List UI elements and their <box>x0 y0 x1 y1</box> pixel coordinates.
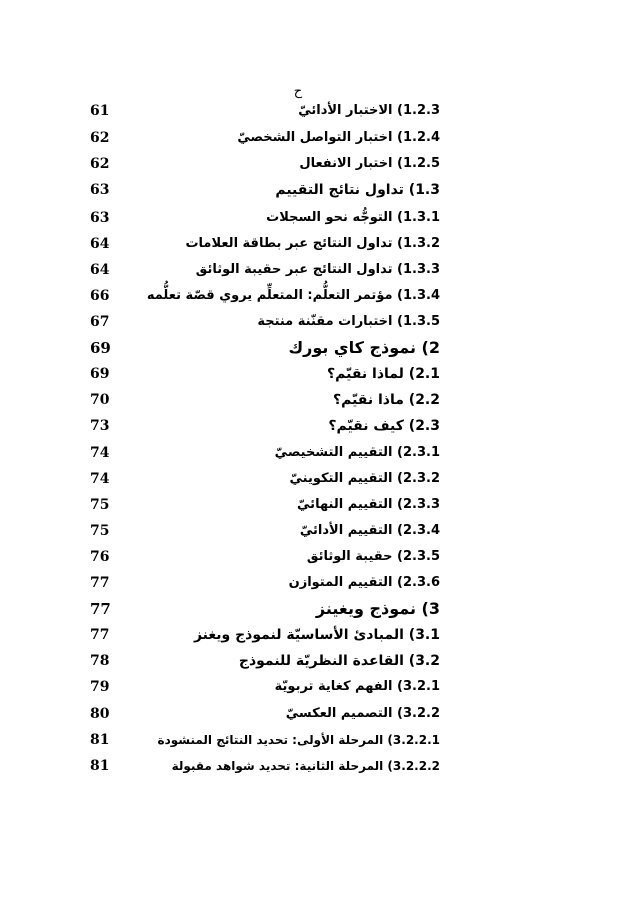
toc-entry-title: 2.3.2) التقييم التكوينيّ <box>289 471 440 486</box>
toc-entry <box>80 703 518 725</box>
toc-entry-title: 1.2.5) اختبار الانفعال <box>299 156 440 171</box>
toc-entry <box>80 546 518 568</box>
toc-page-number: 73 <box>90 418 110 434</box>
toc-page-number: 75 <box>90 523 110 539</box>
toc-entry <box>80 572 518 594</box>
toc-page-number: 62 <box>90 156 110 172</box>
toc-entry <box>80 311 518 333</box>
toc-entry-title: 1.2.4) اختبار التواصل الشخصيّ <box>237 130 440 145</box>
toc-entry <box>80 233 518 255</box>
toc-page-number: 61 <box>90 103 110 119</box>
toc-entry <box>80 755 518 777</box>
toc-entry-title: 2.3.5) حقيبة الوثائق <box>306 549 440 564</box>
toc-entry-title: 3) نموذج ويغينز <box>315 599 440 618</box>
toc-entry-title: 1.2.3) الاختبار الأدائيّ <box>298 103 440 118</box>
toc-entry-title: 3.2.2.2) المرحلة الثانية: تحديد شواهد مقبولة <box>171 759 440 773</box>
toc-page-number: 75 <box>90 497 110 513</box>
toc-entry <box>80 624 518 646</box>
toc-entry <box>80 207 518 229</box>
toc-entry-title: 2.3.4) التقييم الأدائيّ <box>299 523 440 538</box>
toc-entry-title: 2.1) لماذا نقيّم؟ <box>327 366 440 382</box>
toc-page-number: 77 <box>90 600 111 618</box>
toc-entry <box>80 363 518 385</box>
toc-page-number: 63 <box>90 210 110 226</box>
toc-entry <box>80 598 518 620</box>
toc-entry <box>80 520 518 542</box>
toc-page-number: 67 <box>90 314 110 330</box>
toc-entry <box>80 389 518 411</box>
toc-entry-title: 1.3.5) اختبارات مقنّنة منتجة <box>257 314 440 329</box>
toc-page-number: 63 <box>90 182 110 198</box>
page-letter: ح <box>293 84 303 99</box>
toc-entry-title: 1.3) تداول نتائج التقييم <box>275 182 440 198</box>
toc-page-number: 62 <box>90 130 110 146</box>
toc-page-number: 77 <box>90 627 110 643</box>
toc-page-number: 69 <box>90 366 110 382</box>
toc-entry-title: 2) نموذج كاي بورك <box>288 338 440 357</box>
toc-entry-title: 2.3.1) التقييم التشخيصيّ <box>274 445 440 460</box>
toc-entry <box>80 100 518 122</box>
toc-entry <box>80 285 518 307</box>
toc-page-number: 69 <box>90 339 111 357</box>
toc-page-number: 76 <box>90 549 110 565</box>
toc-page-number: 81 <box>90 758 110 774</box>
toc-entry <box>80 259 518 281</box>
toc-page-number: 70 <box>90 392 110 408</box>
toc-entry-title: 1.3.4) مؤتمر التعلُّم: المتعلِّم يروي قصّة تعلُّمه <box>146 288 440 303</box>
toc-page-number: 74 <box>90 445 110 461</box>
toc-entry <box>80 650 518 672</box>
toc-entry <box>80 337 518 359</box>
toc-page-number: 77 <box>90 575 110 591</box>
toc-entry-title: 2.2) ماذا نقيّم؟ <box>332 392 440 408</box>
toc-entry-title: 2.3.3) التقييم النهائيّ <box>297 497 440 512</box>
toc-entry <box>80 153 518 175</box>
toc-page-number: 79 <box>90 679 110 695</box>
toc-page-number: 78 <box>90 653 110 669</box>
toc-entry-title: 2.3) كيف نقيّم؟ <box>328 418 440 434</box>
toc-entry <box>80 729 518 751</box>
toc-page-number: 81 <box>90 732 110 748</box>
toc-entry-title: 1.3.1) التوجُّه نحو السجلات <box>266 210 440 225</box>
toc-entry-title: 1.3.2) تداول النتائج عبر بطاقة العلامات <box>185 236 440 251</box>
toc-page-number: 64 <box>90 262 110 278</box>
toc-page-number: 74 <box>90 471 110 487</box>
toc-page-number: 80 <box>90 706 110 722</box>
toc-entry-title: 1.3.3) تداول النتائج عبر حقيبة الوثائق <box>195 262 440 277</box>
toc-page-number: 66 <box>90 288 110 304</box>
toc-entry <box>80 415 518 437</box>
toc-entry <box>80 179 518 201</box>
toc-entry-title: 3.2.1) الفهم كغاية تربويّة <box>274 679 440 694</box>
toc-entry-title: 2.3.6) التقييم المتوازن <box>288 575 440 590</box>
toc-entry-title: 3.2.2) التصميم العكسيّ <box>285 706 440 721</box>
toc-entry-title: 3.2) القاعدة النظريّة للنموذج <box>238 653 440 669</box>
toc-entry-title: 3.2.2.1) المرحلة الأولى: تحديد النتائج المنشودة <box>157 733 440 747</box>
toc-entry <box>80 442 518 464</box>
toc-entry <box>80 676 518 698</box>
toc-entry <box>80 127 518 149</box>
toc-entry <box>80 494 518 516</box>
toc-page-number: 64 <box>90 236 110 252</box>
toc-entry <box>80 468 518 490</box>
toc-entry-title: 3.1) المبادئ الأساسيّة لنموذج ويغنز <box>193 627 440 643</box>
